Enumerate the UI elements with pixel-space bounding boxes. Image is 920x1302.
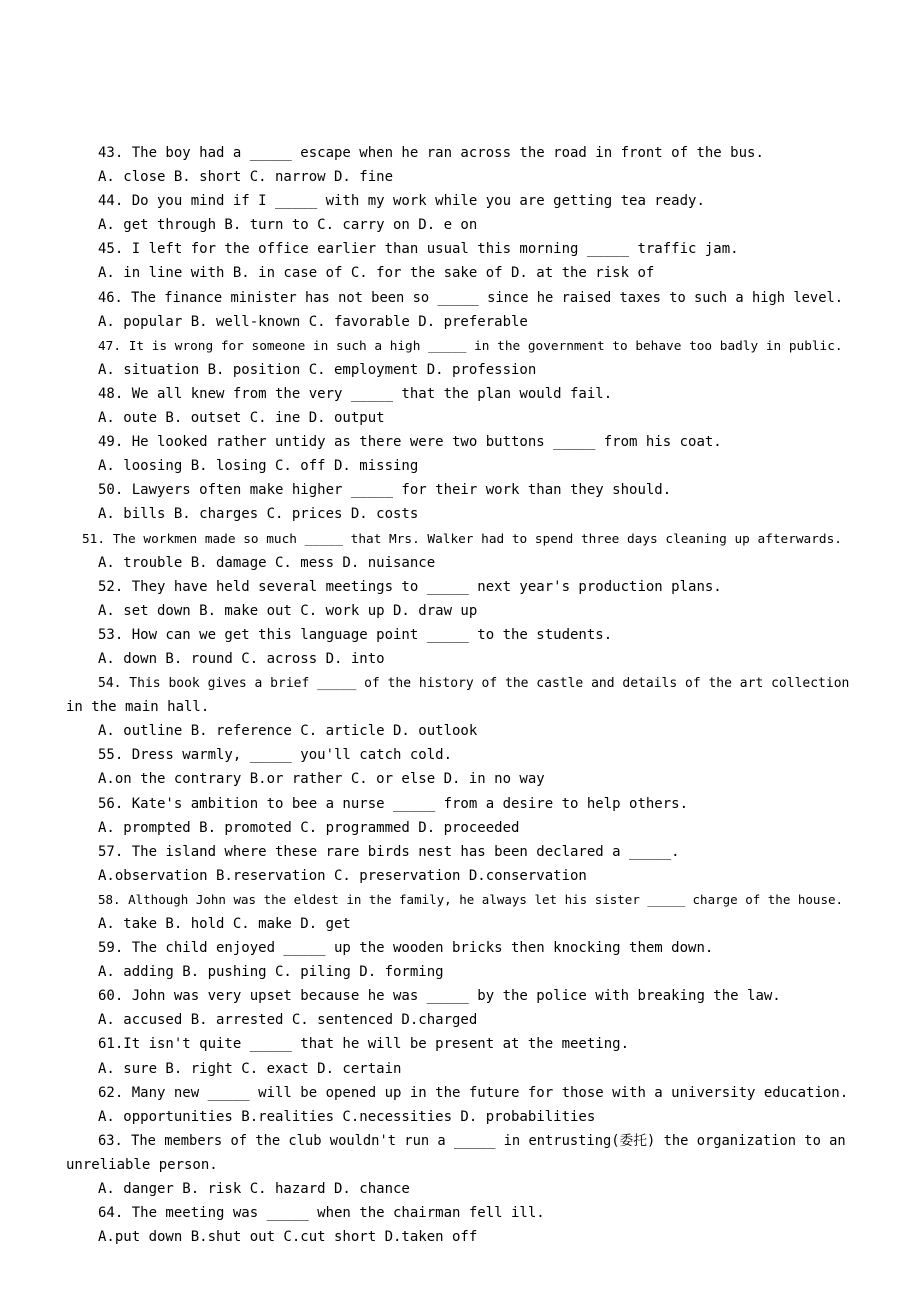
text-line: 47. It is wrong for someone in such a high _____ in the government to behave too badly in public. xyxy=(98,338,843,354)
text-line: A. close B. short C. narrow D. fine xyxy=(98,169,394,186)
text-line: A. adding B. pushing C. piling D. forming xyxy=(98,964,444,981)
text-line: 55. Dress warmly, _____ you'll catch cold. xyxy=(98,747,453,764)
text-line: 45. I left for the office earlier than usual this morning _____ traffic jam. xyxy=(98,241,739,258)
text-line: 46. The finance minister has not been so _____ since he raised taxes to such a high level. xyxy=(98,289,844,306)
text-line: 57. The island where these rare birds nest has been declared a _____. xyxy=(98,843,680,860)
text-line: 61.It isn't quite _____ that he will be present at the meeting. xyxy=(98,1036,630,1053)
text-line: 48. We all knew from the very _____ that the plan would fail. xyxy=(98,385,613,402)
text-line: 51. The workmen made so much _____ that Mrs. Walker had to spend three days cleaning up afterwards. xyxy=(82,531,842,547)
text-line: A. prompted B. promoted C. programmed D. proceeded xyxy=(98,819,520,836)
text-line: 56. Kate's ambition to bee a nurse _____ from a desire to help others. xyxy=(98,795,689,812)
text-line: 64. The meeting was _____ when the chairman fell ill. xyxy=(98,1205,545,1222)
text-line: 44. Do you mind if I _____ with my work while you are getting tea ready. xyxy=(98,193,705,210)
text-line: A. trouble B. damage C. mess D. nuisance xyxy=(98,554,436,571)
text-line: unreliable person. xyxy=(66,1156,218,1173)
text-line: A. situation B. position C. employment D. profession xyxy=(98,361,537,378)
text-line: A. sure B. right C. exact D. certain xyxy=(98,1060,402,1077)
text-line: 52. They have held several meetings to _____ next year's production plans. xyxy=(98,578,722,595)
text-line: 62. Many new _____ will be opened up in the future for those with a university education. xyxy=(98,1084,849,1101)
text-line: A. set down B. make out C. work up D. draw up xyxy=(98,602,478,619)
text-line: A. loosing B. losing C. off D. missing xyxy=(98,458,419,475)
text-line: 63. The members of the club wouldn't run a _____ in entrusting(委托) the organization to an xyxy=(98,1132,846,1149)
text-line: A. popular B. well-known C. favorable D. preferable xyxy=(98,313,528,330)
exercise-text xyxy=(0,141,920,1249)
text-line: A. opportunities B.realities C.necessities D. probabilities xyxy=(98,1108,596,1125)
text-line: 59. The child enjoyed _____ up the wooden bricks then knocking them down. xyxy=(98,940,714,957)
text-line: A. outline B. reference C. article D. outlook xyxy=(98,723,478,740)
text-line: 60. John was very upset because he was _____ by the police with breaking the law. xyxy=(98,988,781,1005)
text-line: A. take B. hold C. make D. get xyxy=(98,916,351,932)
text-line: 53. How can we get this language point _____ to the students. xyxy=(98,626,613,643)
text-line: 43. The boy had a _____ escape when he ran across the road in front of the bus. xyxy=(98,145,764,161)
text-line: A. in line with B. in case of C. for the sake of D. at the risk of xyxy=(98,265,655,282)
text-line: A.put down B.shut out C.cut short D.taken off xyxy=(98,1229,478,1246)
text-line: 58. Although John was the eldest in the family, he always let his sister _____ charge of the house. xyxy=(98,891,844,907)
text-line: A.observation B.reservation C. preservation D.conservation xyxy=(98,867,587,884)
text-line: A. danger B. risk C. hazard D. chance xyxy=(98,1181,410,1198)
text-line: 54. This book gives a brief _____ of the history of the castle and details of the art collection xyxy=(98,676,850,692)
text-line: A. accused B. arrested C. sentenced D.charged xyxy=(98,1012,478,1029)
text-line: A. bills B. charges C. prices D. costs xyxy=(98,506,419,523)
text-line: 50. Lawyers often make higher _____ for their work than they should. xyxy=(98,482,672,499)
text-line: A.on the contrary B.or rather C. or else D. in no way xyxy=(98,771,545,788)
text-line: in the main hall. xyxy=(66,699,210,716)
text-line: A. get through B. turn to C. carry on D. e on xyxy=(98,217,478,234)
text-line: 49. He looked rather untidy as there were two buttons _____ from his coat. xyxy=(98,434,722,451)
text-line: A. oute B. outset C. ine D. output xyxy=(98,410,385,427)
text-line: A. down B. round C. across D. into xyxy=(98,650,385,667)
